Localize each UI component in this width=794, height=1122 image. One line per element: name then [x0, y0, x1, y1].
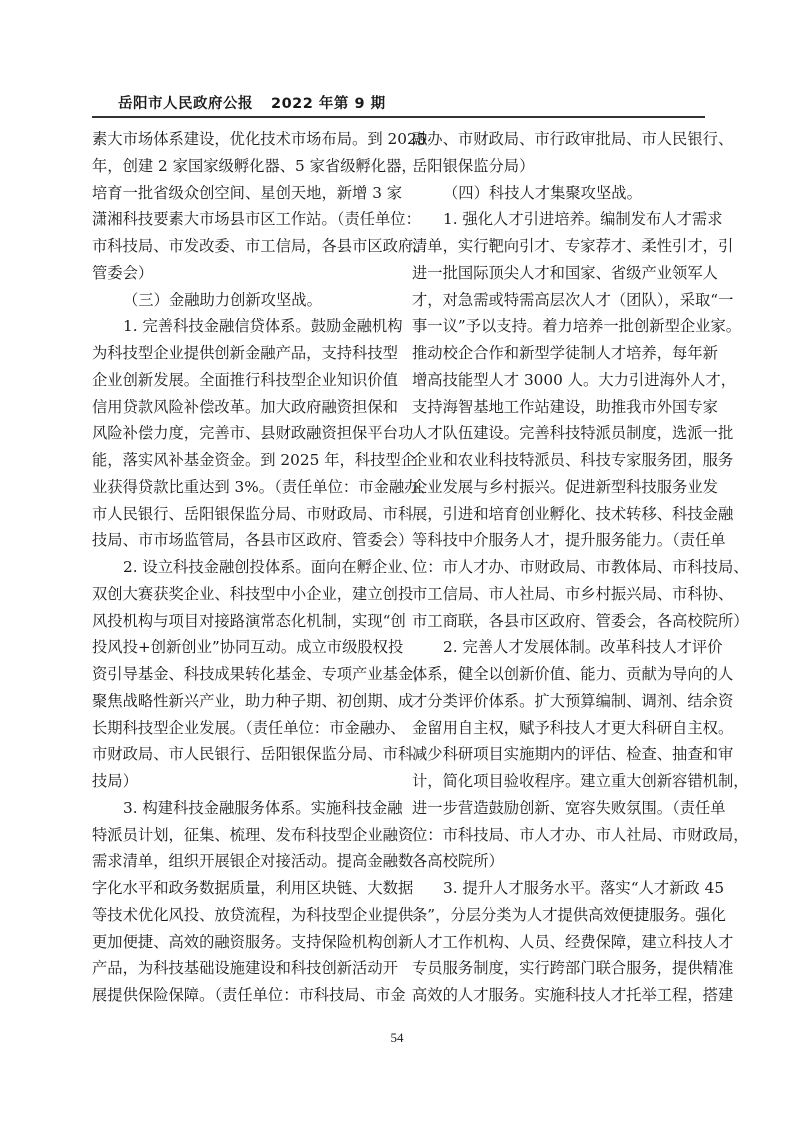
- text-line: 等科技中介服务人才，提升服务能力。（责任单: [412, 531, 726, 550]
- right-column: [412, 126, 749, 1009]
- text-line: 各高校院所）: [412, 852, 504, 871]
- text-line: 投风投+创新创业”协同互动。成立市级股权投: [92, 638, 404, 657]
- text-line: 潇湘科技要素大市场县市区工作站。（责任单位：: [92, 210, 421, 229]
- text-line: 为科技型企业提供创新金融产品，支持科技型: [92, 344, 398, 362]
- text-line: 进一步营造鼓励创新、宽容失败氛围。（责任单: [412, 798, 726, 817]
- text-line: 位：市人才办、市财政局、市教体局、市科技局、: [412, 558, 749, 576]
- paragraph: [412, 634, 749, 875]
- paragraph: [412, 206, 749, 634]
- text-line: 事一议”予以支持。着力培养一批创新型企业家。: [412, 317, 742, 336]
- text-line: 体系，健全以创新价值、能力、贡献为导向的人: [412, 665, 734, 683]
- text-line: 企业发展与乡村振兴。促进新型科技服务业发: [412, 477, 718, 496]
- paragraph: [92, 554, 429, 795]
- text-line: 管委会）: [92, 263, 154, 282]
- text-line: 技局、市市场监管局，各县市区政府、管委会）: [92, 531, 414, 550]
- text-line: 人才工作机构、人员、经费保障，建立科技人才: [412, 932, 734, 951]
- text-line: 企业和农业科技特派员、科技专家服务团，服务: [412, 451, 734, 469]
- text-line: 位：市科技局、市人才办、市人社局、市财政局，: [412, 825, 749, 844]
- text-line: 市工信局、市人社局、市乡村振兴局、市科协、: [412, 584, 734, 603]
- text-line: 高效的人才服务。实施科技人才托举工程，搭建: [412, 986, 734, 1004]
- text-line: 聚焦战略性新兴产业，助力种子期、初创期、成: [92, 691, 414, 710]
- page-header: [118, 92, 386, 113]
- text-line: 产品，为科技基础设施建设和科技创新活动开: [92, 959, 398, 978]
- text-line: 金留用自主权，赋予科技人才更大科研自主权。: [412, 718, 734, 737]
- text-line: 市科技局、市发改委、市工信局，各县市区政府、: [92, 237, 429, 255]
- text-line: 才分类评价体系。扩大预算编制、调剂、结余资: [412, 691, 734, 710]
- text-line: 更加便捷、高效的融资服务。支持保险机构创新: [92, 932, 414, 951]
- text-line: 能，落实风补基金资金。到 2025 年，科技型企: [92, 451, 416, 469]
- text-line: 专员服务制度，实行跨部门联合服务，提供精准: [412, 959, 734, 978]
- paragraph: [92, 126, 429, 287]
- text-line: 融办、市财政局、市行政审批局、市人民银行、: [412, 130, 734, 148]
- text-line: 素大市场体系建设，优化技术市场布局。到 2025: [92, 130, 427, 148]
- text-line: 3. 提升人才服务水平。落实“人才新政 45: [443, 879, 725, 897]
- text-line: 2. 设立科技金融创投体系。面向在孵企业、: [123, 558, 418, 576]
- text-line: 长期科技型企业发展。（责任单位：市金融办、: [92, 718, 406, 737]
- text-line: 需求清单，组织开展银企对接活动。提高金融数: [92, 852, 414, 871]
- paragraph: [412, 180, 708, 207]
- text-line: 信用贷款风险补偿改革。加大政府融资担保和: [92, 397, 398, 416]
- text-line: 支持海智基地工作站建设，助推我市外国专家: [412, 397, 718, 416]
- text-line: 推动校企合作和新型学徒制人才培养，每年新: [412, 344, 718, 362]
- text-line: 字化水平和政务数据质量，利用区块链、大数据: [92, 879, 414, 897]
- paragraph: [412, 126, 734, 180]
- header-rule: [92, 116, 705, 118]
- text-line: 展提供保险保障。（责任单位：市科技局、市金: [92, 986, 406, 1004]
- issue-number: 2022 年第 9 期: [271, 96, 386, 112]
- text-line: 双创大赛获奖企业、科技型中小企业，建立创投: [92, 584, 414, 603]
- left-column: [92, 126, 435, 1009]
- text-line: 1. 强化人才引进培养。编制发布人才需求: [443, 210, 723, 229]
- paragraph: [412, 875, 734, 1009]
- paragraph: [92, 287, 388, 314]
- text-line: 年，创建 2 家国家级孵化器、5 家省级孵化器，: [92, 156, 417, 175]
- text-line: （四）科技人才集聚攻坚战。: [443, 183, 642, 202]
- text-line: 展，引进和培育创业孵化、技术转移、科技金融: [412, 504, 734, 523]
- text-line: 风险补偿力度，完善市、县财政融资担保平台功: [92, 424, 414, 443]
- text-line: 市人民银行、岳阳银保监分局、市财政局、市科: [92, 504, 414, 523]
- paragraph: [92, 795, 414, 1009]
- text-line: 特派员计划，征集、梳理、发布科技型企业融资: [92, 825, 414, 844]
- paragraph: [92, 313, 435, 554]
- text-line: 技局）: [92, 772, 138, 790]
- text-line: 2. 完善人才发展体制。改革科技人才评价: [443, 638, 723, 657]
- text-line: 1. 完善科技金融信贷体系。鼓励金融机构: [123, 317, 403, 336]
- text-line: 人才队伍建设。完善科技特派员制度，选派一批: [412, 424, 734, 443]
- text-line: 市财政局、市人民银行、岳阳银保监分局、市科: [92, 745, 414, 764]
- page-number: 54: [390, 1030, 404, 1045]
- publication-title: 岳阳市人民政府公报: [118, 96, 253, 112]
- text-line: 风投机构与项目对接路演常态化机制，实现“创: [92, 611, 406, 630]
- text-line: 岳阳银保监分局）: [412, 156, 535, 175]
- text-line: 减少科研项目实施期内的评估、检查、抽查和审: [412, 745, 734, 764]
- text-line: 清单，实行靶向引才、专家荐才、柔性引才，引: [412, 237, 734, 255]
- text-line: 业获得贷款比重达到 3%。（责任单位：市金融办、: [92, 477, 435, 496]
- text-line: 培育一批省级众创空间、星创天地，新增 3 家: [92, 183, 403, 202]
- text-line: （三）金融助力创新攻坚战。: [123, 290, 322, 309]
- text-line: 条”，分层分类为人才提供高效便捷服务。强化: [412, 905, 726, 924]
- text-line: 等技术优化风投、放贷流程，为科技型企业提供: [92, 905, 414, 924]
- text-line: 进一批国际顶尖人才和国家、省级产业领军人: [412, 263, 718, 282]
- text-line: 市工商联，各县市区政府、管委会，各高校院所）: [412, 611, 749, 630]
- text-line: 才，对急需或特需高层次人才（团队），采取“一: [412, 290, 734, 309]
- text-line: 企业创新发展。全面推行科技型企业知识价值: [92, 370, 398, 389]
- text-line: 计，简化项目验收程序。建立重大创新容错机制，: [412, 772, 749, 790]
- text-line: 3. 构建科技金融服务体系。实施科技金融: [123, 798, 403, 817]
- text-line: 资引导基金、科技成果转化基金、专项产业基金，: [92, 665, 429, 683]
- text-line: 增高技能型人才 3000 人。大力引进海外人才，: [412, 370, 736, 389]
